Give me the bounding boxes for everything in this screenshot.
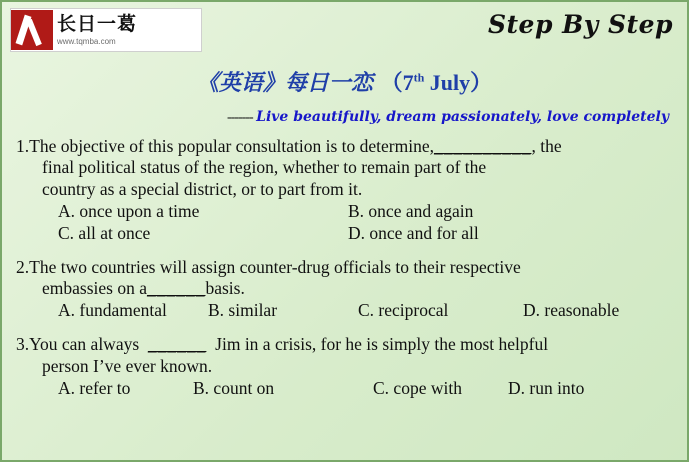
- question-line-1: The two countries will assign counter-drug officials to their respective: [29, 256, 521, 277]
- page-title-date: （7th July）: [380, 70, 493, 95]
- question-line-3: country as a special district, or to part from it.: [42, 178, 363, 199]
- question-line-1-tail: , the: [531, 136, 562, 156]
- questions-list: [2, 136, 687, 400]
- question-line-1: The objective of this popular consultation is to determine,: [29, 136, 434, 156]
- motto-text: Live beautifully, dream passionately, love completely: [256, 109, 669, 125]
- answer-blank: ______: [147, 334, 207, 355]
- question-options: [16, 201, 675, 245]
- logo-chinese-text: 长日一葛: [57, 12, 138, 35]
- answer-blank: ______: [146, 278, 206, 299]
- question-line-2: embassies on a______basis.: [42, 278, 245, 299]
- question-text: [16, 334, 675, 377]
- question-line-1-pre: You can always: [29, 334, 140, 355]
- step-by-step-title: Step By Step: [487, 10, 673, 39]
- option-b[interactable]: B. once and again: [348, 201, 474, 222]
- option-c[interactable]: C. reciprocal: [358, 300, 449, 321]
- date-ordinal-suffix: th: [413, 70, 425, 85]
- motto-line: [2, 109, 687, 126]
- question-number: 2.: [16, 256, 30, 277]
- option-b[interactable]: B. count on: [193, 378, 275, 399]
- option-a[interactable]: A. once upon a time: [58, 201, 200, 222]
- motto-dashes: -------: [226, 110, 253, 125]
- option-d[interactable]: D. reasonable: [523, 300, 620, 321]
- brand-logo: [10, 8, 202, 52]
- option-a[interactable]: A. fundamental: [58, 300, 167, 321]
- option-c[interactable]: C. all at once: [58, 222, 151, 243]
- logo-mark-icon: [11, 10, 53, 50]
- question-options: [16, 378, 675, 400]
- page-title-chinese: 《英语》每日一恋: [196, 71, 373, 96]
- question-line-2: person I’ve ever known.: [42, 355, 213, 376]
- option-c[interactable]: C. cope with: [373, 378, 462, 399]
- question-item: [16, 334, 675, 400]
- question-text: [16, 257, 675, 300]
- question-item: [16, 257, 675, 323]
- option-d[interactable]: D. once and for all: [348, 222, 479, 243]
- option-b[interactable]: B. similar: [208, 300, 278, 321]
- answer-blank: __________: [433, 136, 532, 156]
- question-options: [16, 300, 675, 322]
- option-d[interactable]: D. run into: [508, 378, 585, 399]
- logo-url-text: www.tqmba.com: [57, 36, 116, 46]
- question-text: [16, 136, 675, 200]
- question-line-1-post: Jim in a crisis, for he is simply the most helpful: [215, 334, 549, 355]
- option-a[interactable]: A. refer to: [58, 378, 131, 399]
- page-title: [2, 66, 687, 97]
- slide-header: [2, 2, 687, 54]
- question-line-2: final political status of the region, whether to remain part of the: [42, 157, 487, 178]
- question-number: 3.: [16, 334, 30, 355]
- question-item: [16, 136, 675, 245]
- question-number: 1.: [16, 136, 30, 156]
